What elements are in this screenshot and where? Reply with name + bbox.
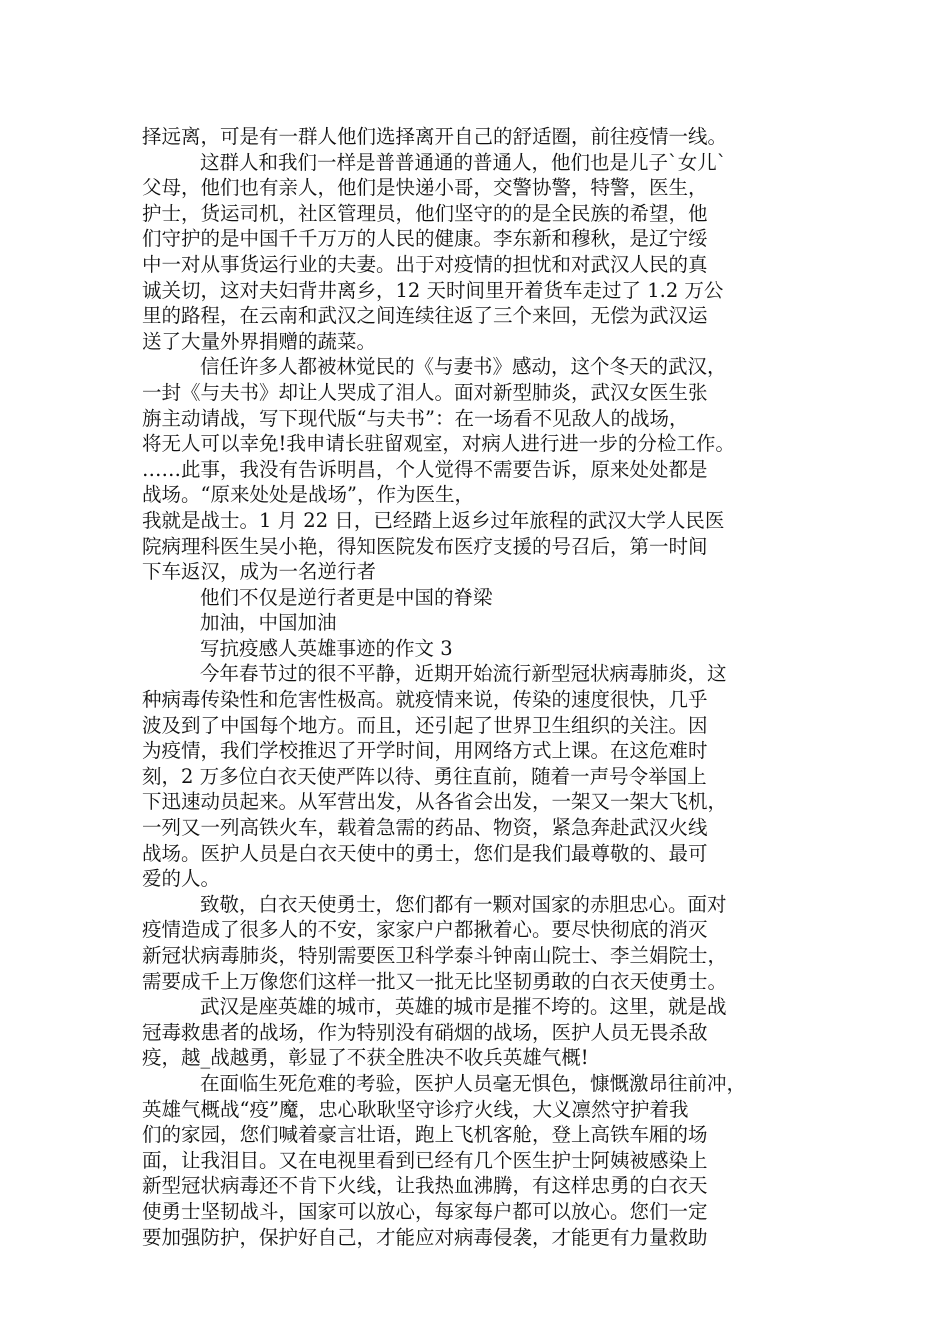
text-line: 在面临生死危难的考验，医护人员毫无惧色，慷慨激昂往前冲， — [200, 1071, 747, 1095]
text-line: 择远离，可是有一群人他们选择离开自己的舒适圈，前往疫情一线。 — [142, 125, 728, 148]
text-line: 使勇士坚韧战斗，国家可以放心，每家每户都可以放心。您们一定 — [142, 1199, 708, 1223]
paragraph — [142, 354, 822, 584]
text-line: 冠毒救患者的战场，作为特别没有硝烟的战场，医护人员无畏杀敌 — [142, 1020, 708, 1044]
text-line: 诚关切，这对夫妇背井离乡，12 天时间里开着货车走过了 1.2 万公 — [142, 278, 724, 302]
text-line: 为疫情，我们学校推迟了开学时间，用网络方式上课。在这危难时 — [142, 739, 708, 763]
text-line: 一列又一列高铁火车，载着急需的药品、物资，紧急奔赴武汉火线 — [142, 816, 708, 840]
paragraph — [142, 124, 822, 150]
text-line: 下车返汉，成为一名逆行者 — [142, 560, 377, 584]
text-line: 父母，他们也有亲人，他们是快递小哥，交警协警，特警，医生， — [142, 176, 708, 200]
text-line: 送了大量外界捐赠的蔬菜。 — [142, 329, 377, 353]
text-line: 写抗疫感人英雄事迹的作文 3 — [200, 636, 453, 660]
section-heading — [142, 636, 822, 662]
text-line: 爱的人。 — [142, 867, 221, 891]
text-line: 加油，中国加油 — [200, 611, 337, 635]
text-line: 们的家园，您们喊着豪言壮语，跑上飞机客舱，登上高铁车厢的场 — [142, 1123, 708, 1147]
text-line: 院病理科医生吴小艳，得知医院发布医疗支援的号召后，第一时间 — [142, 534, 708, 558]
text-line: ……此事，我没有告诉明昌，个人觉得不需要告诉，原来处处都是 — [142, 457, 708, 481]
text-line: 里的路程，在云南和武汉之间连续往返了三个来回，无偿为武汉运 — [142, 304, 708, 328]
text-line: 信任许多人都被林觉民的《与妻书》感动，这个冬天的武汉， — [200, 355, 727, 379]
paragraph — [142, 1071, 822, 1250]
text-line: 疫情造成了很多人的不安，家家户户都揪着心。要尽快彻底的消灭 — [142, 918, 708, 942]
paragraph — [142, 994, 822, 1071]
text-line: 一封《与夫书》却让人哭成了泪人。面对新型肺炎，武汉女医生张 — [142, 380, 708, 404]
text-line: 中一对从事货运行业的夫妻。出于对疫情的担忧和对武汉人民的真 — [142, 252, 708, 276]
text-line: 刻，2 万多位白衣天使严阵以待、勇往直前，随着一声号令举国上 — [142, 764, 707, 788]
paragraph — [142, 585, 822, 611]
text-line: 武汉是座英雄的城市，英雄的城市是摧不垮的。这里，就是战 — [200, 995, 727, 1019]
text-line: 今年春节过的很不平静，近期开始流行新型冠状病毒肺炎，这 — [200, 662, 727, 686]
paragraph — [142, 610, 822, 636]
text-line: 英雄气概战“疫”魔，忠心耿耿坚守诊疗火线，大义凛然守护着我 — [142, 1097, 689, 1121]
text-line: 战场。医护人员是白衣天使中的勇士，您们是我们最尊敬的、最可 — [142, 841, 708, 865]
text-line: 战场。“原来处处是战场”，作为医生， — [142, 483, 474, 507]
text-line: 我就是战士。1 月 22 日，已经踏上返乡过年旅程的武汉大学人民医 — [142, 508, 725, 532]
paragraph — [142, 892, 822, 994]
text-line: 将无人可以幸免!我申请长驻留观室，对病人进行进一步的分检工作。 — [142, 432, 735, 456]
text-line: 疫，越_战越勇，彰显了不获全胜决不收兵英雄气概! — [142, 1046, 589, 1070]
text-line: 新型冠状病毒还不肯下火线，让我热血沸腾，有这样忠勇的白衣天 — [142, 1174, 708, 1198]
text-line: 旃主动请战，写下现代版“与夫书”：在一场看不见敌人的战场， — [142, 406, 689, 430]
text-line: 这群人和我们一样是普普通通的普通人，他们也是儿子`女儿` — [200, 150, 727, 174]
text-line: 他们不仅是逆行者更是中国的脊梁 — [200, 585, 493, 609]
text-line: 下迅速动员起来。从军营出发，从各省会出发，一架又一架大飞机， — [142, 790, 728, 814]
text-line: 面，让我泪目。又在电视里看到已经有几个医生护士阿姨被感染上 — [142, 1148, 708, 1172]
text-line: 波及到了中国每个地方。而且，还引起了世界卫生组织的关注。因 — [142, 713, 708, 737]
text-line: 新冠状病毒肺炎，特别需要医卫科学泰斗钟南山院士、李兰娟院士， — [142, 944, 728, 967]
text-line: 护士，货运司机，社区管理员，他们坚守的的是全民族的希望，他 — [142, 201, 708, 225]
text-line: 们守护的是中国千千万万的人民的健康。李东新和穆秋，是辽宁绥 — [142, 227, 708, 251]
paragraph — [142, 150, 822, 355]
document-body — [142, 124, 822, 1250]
text-line: 种病毒传染性和危害性极高。就疫情来说，传染的速度很快，几乎 — [142, 688, 708, 712]
paragraph — [142, 661, 822, 891]
text-line: 要加强防护，保护好自己，才能应对病毒侵袭，才能更有力量救助 — [142, 1225, 708, 1249]
text-line: 需要成千上万像您们这样一批又一批无比坚韧勇敢的白衣天使勇士。 — [142, 969, 728, 993]
text-line: 致敬，白衣天使勇士，您们都有一颗对国家的赤胆忠心。面对 — [200, 892, 727, 916]
